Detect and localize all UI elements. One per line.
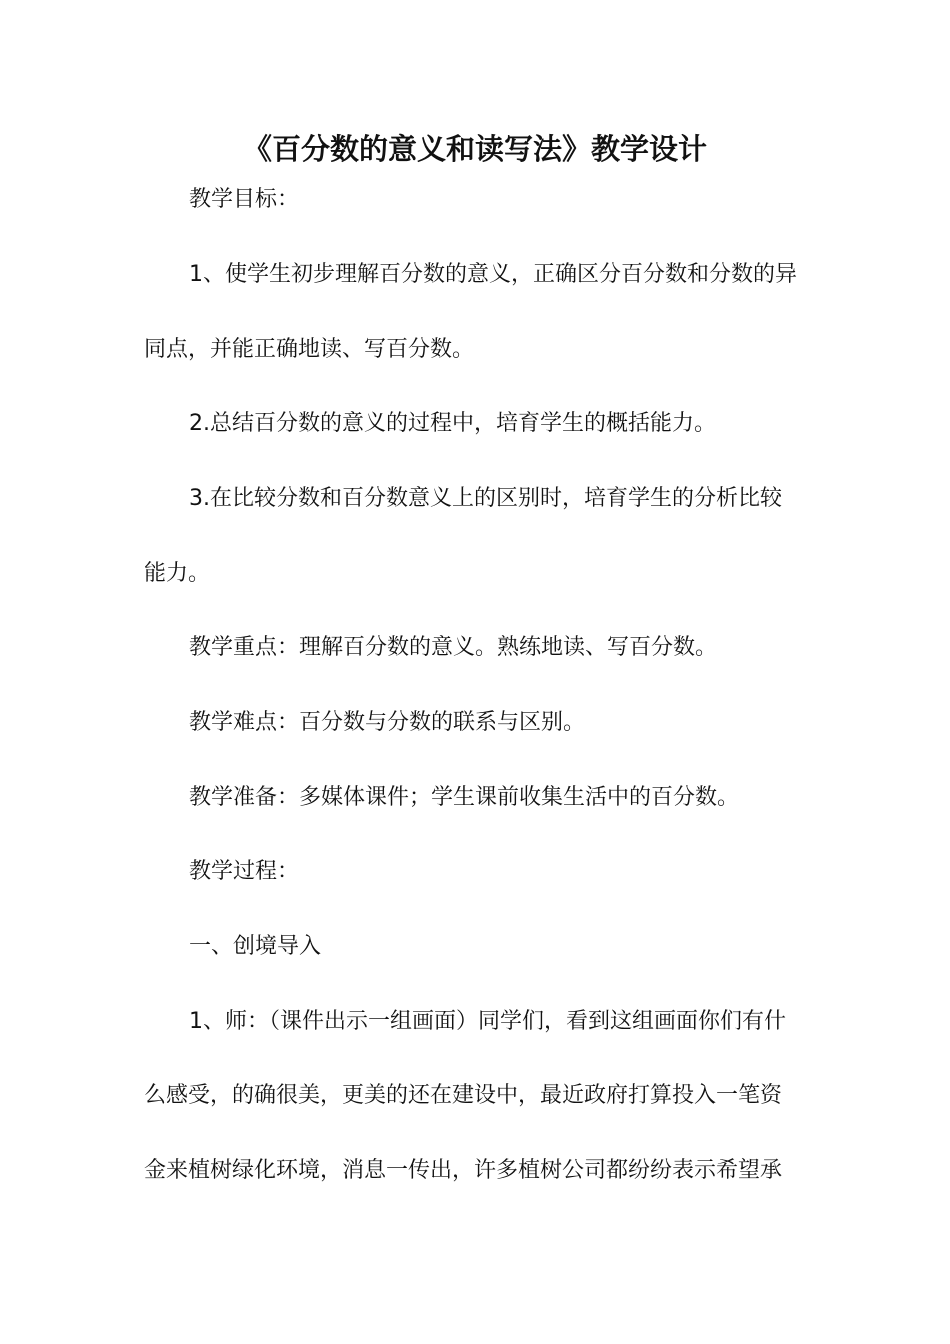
paragraph-line: 一、创境导入 <box>189 934 322 959</box>
paragraph-line: 3.在比较分数和百分数意义上的区别时，培育学生的分析比较 <box>189 486 782 511</box>
paragraph-line: 同点，并能正确地读、写百分数。 <box>144 337 475 362</box>
paragraph-line: 教学目标： <box>189 187 300 212</box>
paragraph-line: 金来植树绿化环境，消息一传出，许多植树公司都纷纷表示希望承 <box>144 1158 783 1183</box>
paragraph-line: 么感受，的确很美，更美的还在建设中，最近政府打算投入一笔资 <box>144 1083 783 1108</box>
paragraph-line: 教学重点：理解百分数的意义。熟练地读、写百分数。 <box>189 635 718 660</box>
paragraph-line: 能力。 <box>144 561 211 586</box>
paragraph-line: 1、师：（课件出示一组画面）同学们，看到这组画面你们有什 <box>189 1009 786 1034</box>
paragraph-line: 1、使学生初步理解百分数的意义，正确区分百分数和分数的异 <box>189 262 797 287</box>
paragraph-line: 2.总结百分数的意义的过程中，培育学生的概括能力。 <box>189 411 716 436</box>
document-title: 《百分数的意义和读写法》教学设计 <box>242 132 707 166</box>
paragraph-line: 教学难点：百分数与分数的联系与区别。 <box>189 710 586 735</box>
paragraph-line: 教学过程： <box>189 859 300 884</box>
paragraph-line: 教学准备：多媒体课件；学生课前收集生活中的百分数。 <box>189 785 740 810</box>
